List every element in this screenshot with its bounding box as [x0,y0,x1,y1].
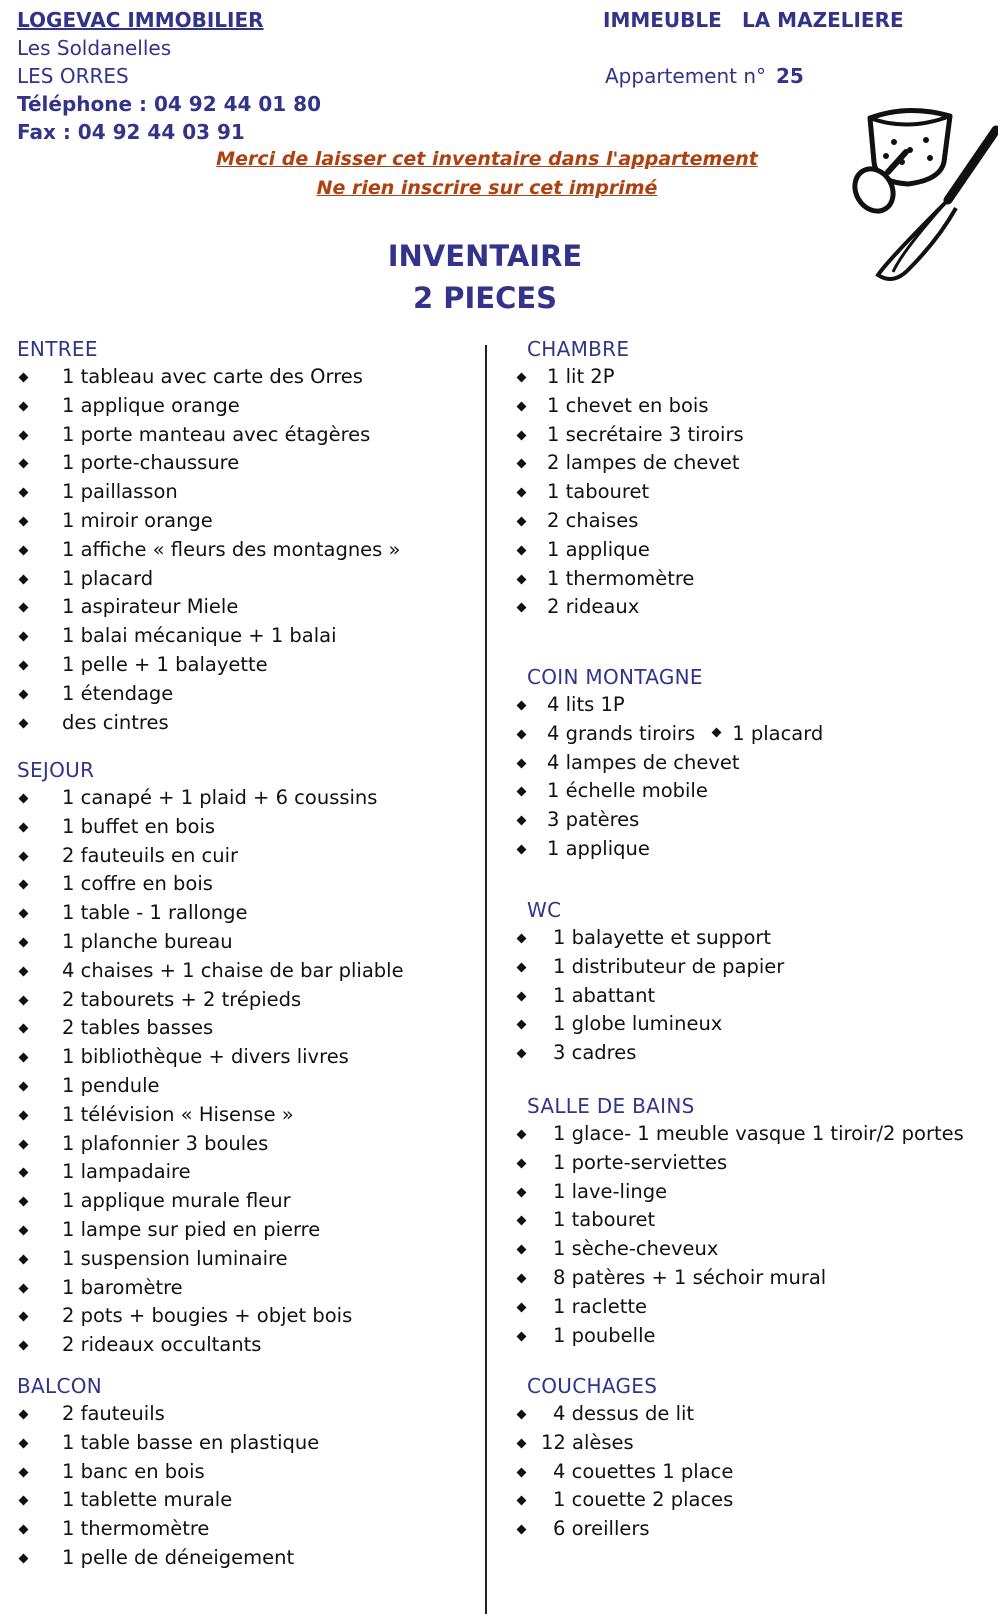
list-item: 1 table basse en plastique [17,1429,319,1458]
section-entree [17,335,400,737]
list-item: 1 table - 1 rallonge [17,899,404,928]
section-heading: SALLE DE BAINS [527,1094,695,1118]
list-item: 1 porte-serviettes [515,1149,964,1178]
list-item: 1 placard [17,565,400,594]
inventory-subtitle: 2 PIECES [412,281,558,315]
section-coin-montagne [527,663,823,864]
list-item: 1 applique [515,536,744,565]
column-divider [485,345,487,1614]
list-item: 1 tabouret [515,1206,964,1235]
list-item: 1 pelle de déneigement [17,1544,319,1573]
list-item: 1 applique [515,835,823,864]
section-heading: SEJOUR [17,758,95,782]
notice-do-not-write: Ne rien inscrire sur cet imprimé [316,177,658,199]
list-item: 1 lave-linge [515,1178,964,1207]
list-item: 1 miroir orange [17,507,400,536]
list-item: 1 applique murale fleur [17,1187,404,1216]
item-list [515,363,744,622]
list-item: 4 chaises + 1 chaise de bar pliable [17,957,404,986]
list-item: 2 fauteuils en cuir [17,842,404,871]
list-item: 1 porte manteau avec étagères [17,421,400,450]
section-chambre [527,335,744,622]
list-item: 1 planche bureau [17,928,404,957]
section-sejour [17,756,404,1360]
list-item: 1 pendule [17,1072,404,1101]
agency-name: LOGEVAC IMMOBILIER [17,8,264,32]
list-item: 1 canapé + 1 plaid + 6 coussins [17,784,404,813]
agency-address-line2: LES ORRES [17,64,129,88]
section-heading: WC [527,898,562,922]
list-item: 1 lampadaire [17,1158,404,1187]
item-list [17,784,404,1360]
section-balcon [17,1372,319,1573]
list-item: 1 tableau avec carte des Orres [17,363,400,392]
list-item: 2 rideaux occultants [17,1331,404,1360]
list-item: 1 plafonnier 3 boules [17,1130,404,1159]
list-item: 1 distributeur de papier [515,953,784,982]
list-item: 1 balayette et support [515,924,784,953]
section-heading: COIN MONTAGNE [527,665,703,689]
list-item: 1 baromètre [17,1274,404,1303]
list-item: 1 aspirateur Miele [17,593,400,622]
left-column [17,335,400,737]
list-item: 8 patères + 1 séchoir mural [515,1264,964,1293]
section-wc [527,896,784,1068]
list-item: 1 lampe sur pied en pierre [17,1216,404,1245]
list-item: 2 tabourets + 2 trépieds [17,986,404,1015]
list-item: 1 bibliothèque + divers livres [17,1043,404,1072]
agency-address-line1: Les Soldanelles [17,36,172,60]
list-item: 1 pelle + 1 balayette [17,651,400,680]
list-item: 1 lit 2P [515,363,744,392]
list-item: 1 sèche-cheveux [515,1235,964,1264]
building-name: LA MAZELIERE [742,8,904,32]
list-item: 1 raclette [515,1293,964,1322]
list-item: 2 tables basses [17,1014,404,1043]
list-item: 1 étendage [17,680,400,709]
item-list [17,1400,319,1573]
list-item: 1 couette 2 places [515,1486,733,1515]
section-heading: BALCON [17,1374,103,1398]
apartment-label: Appartement n° [605,64,767,88]
item-list [515,924,784,1068]
agency-phone: Téléphone : 04 92 44 01 80 [17,92,322,116]
list-item [515,720,823,749]
list-item: 1 poubelle [515,1322,964,1351]
list-item-text: 4 grands tiroirs [547,721,696,745]
list-item: 2 rideaux [515,593,744,622]
list-item: des cintres [17,709,400,738]
list-item: 1 paillasson [17,478,400,507]
list-item: 1 applique orange [17,392,400,421]
list-item: 1 glace- 1 meuble vasque 1 tiroir/2 portes [515,1120,964,1149]
list-item-extra: 1 placard [732,721,824,745]
list-item: 1 échelle mobile [515,777,823,806]
left-column-balcon [17,1372,319,1573]
section-heading: CHAMBRE [527,337,630,361]
list-item: 1 tablette murale [17,1486,319,1515]
kitchen-utensils-icon [848,100,998,290]
list-item: 2 pots + bougies + objet bois [17,1302,404,1331]
left-column-sejour [17,756,404,1360]
list-item: 1 thermomètre [17,1515,319,1544]
list-item: 1 coffre en bois [17,870,404,899]
apartment-number: 25 [776,64,804,88]
section-couchages [527,1372,733,1544]
building-label: IMMEUBLE [603,8,722,32]
list-item: 4 couettes 1 place [515,1458,733,1487]
list-item: 3 patères [515,806,823,835]
list-item: 1 chevet en bois [515,392,744,421]
section-salle-de-bains [527,1092,964,1350]
list-item: 6 oreillers [515,1515,733,1544]
agency-fax: Fax : 04 92 44 03 91 [17,120,245,144]
list-item: 1 abattant [515,982,784,1011]
list-item: 4 lampes de chevet [515,749,823,778]
list-item: 4 lits 1P [515,691,823,720]
list-item: 1 globe lumineux [515,1010,784,1039]
section-heading: COUCHAGES [527,1374,658,1398]
list-item: 1 télévision « Hisense » [17,1101,404,1130]
list-item: 3 cadres [515,1039,784,1068]
item-list [17,363,400,737]
item-list [515,1120,964,1350]
list-item: 1 thermomètre [515,565,744,594]
bullet-icon [712,728,722,738]
list-item: 2 lampes de chevet [515,449,744,478]
item-list [515,1400,733,1544]
list-item: 1 tabouret [515,478,744,507]
list-item: 12 alèses [515,1429,733,1458]
item-list [515,691,823,864]
section-heading: ENTREE [17,337,98,361]
list-item: 2 chaises [515,507,744,536]
notice-leave-inventory: Merci de laisser cet inventaire dans l'appartement [216,148,758,170]
list-item: 2 fauteuils [17,1400,319,1429]
list-item: 1 banc en bois [17,1458,319,1487]
list-item: 4 dessus de lit [515,1400,733,1429]
list-item: 1 porte-chaussure [17,449,400,478]
list-item: 1 suspension luminaire [17,1245,404,1274]
inventory-title: INVENTAIRE [387,239,583,273]
list-item: 1 secrétaire 3 tiroirs [515,421,744,450]
list-item: 1 balai mécanique + 1 balai [17,622,400,651]
list-item: 1 affiche « fleurs des montagnes » [17,536,400,565]
list-item: 1 buffet en bois [17,813,404,842]
